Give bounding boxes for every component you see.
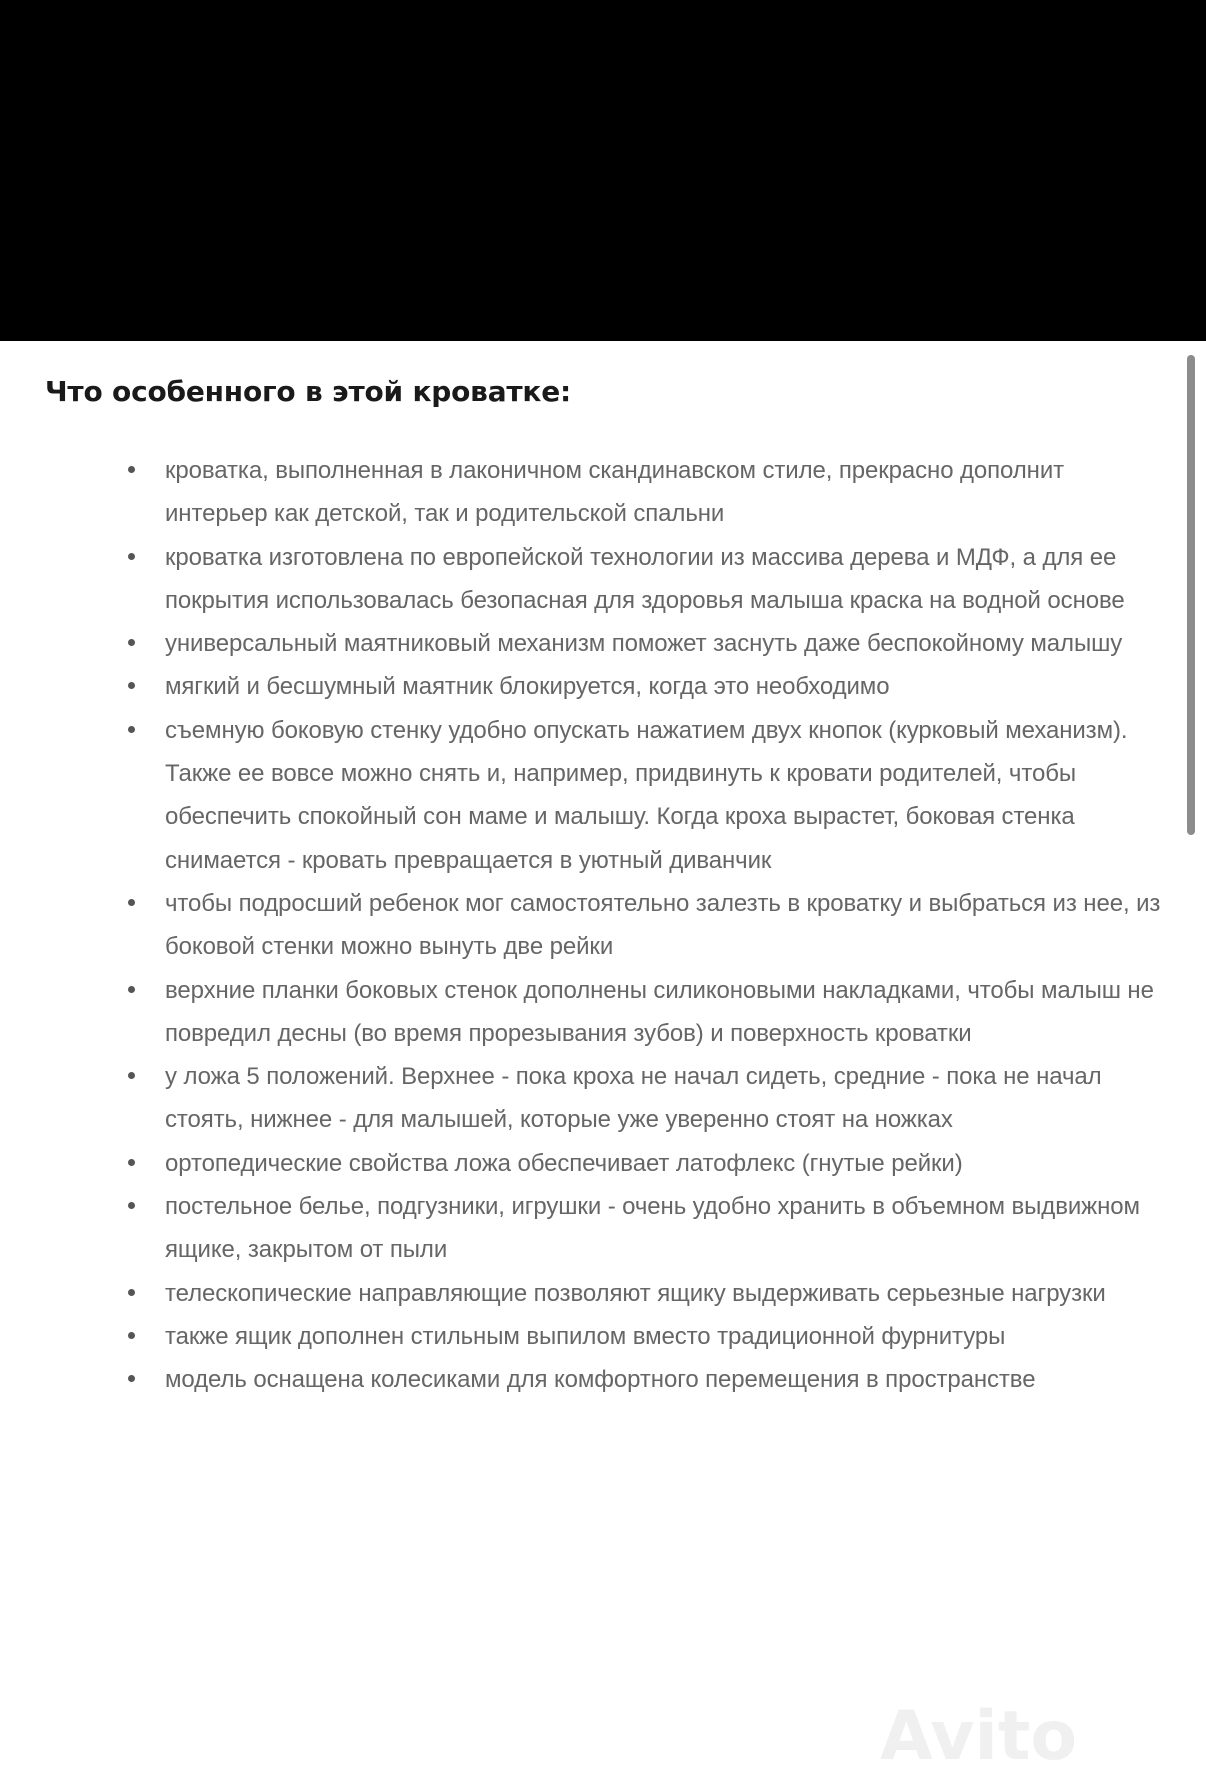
avito-watermark: Avito bbox=[880, 1697, 1078, 1776]
bullet-icon bbox=[128, 1202, 135, 1209]
list-item bbox=[128, 709, 1168, 882]
list-item-text: телескопические направляющие позволяют ящику выдерживать серьезные нагрузки bbox=[165, 1279, 1106, 1307]
list-item bbox=[128, 449, 1168, 536]
list-item-text: съемную боковую стенку удобно опускать нажатием двух кнопок (курковый механизм). Также ее вовсе можно снять и, например, придвинуть к кровати родителей, чтобы обеспечить спокойный сон маме и малышу. Когда кроха вырастет, боковая стенка снимается - кровать превращается в уютный диванчик bbox=[165, 716, 1128, 874]
bullet-icon bbox=[128, 986, 135, 993]
list-item bbox=[128, 1142, 1168, 1185]
bullet-icon bbox=[128, 726, 135, 733]
list-item-text: универсальный маятниковый механизм поможет заснуть даже беспокойному малышу bbox=[165, 630, 1123, 658]
bullet-icon bbox=[128, 1332, 135, 1339]
list-item bbox=[128, 1272, 1168, 1315]
bullet-icon bbox=[128, 1289, 135, 1296]
top-black-band bbox=[0, 0, 1206, 341]
bullet-icon bbox=[128, 682, 135, 689]
list-item bbox=[128, 665, 1168, 708]
bullet-icon bbox=[128, 1159, 135, 1166]
list-item-text: постельное белье, подгузники, игрушки - очень удобно хранить в объемном выдвижном ящике, закрытом от пыли bbox=[165, 1193, 1140, 1264]
description-panel bbox=[0, 341, 1206, 1776]
list-item-text: чтобы подросший ребенок мог самостоятельно залезть в кроватку и выбраться из нее, из боковой стенки можно вынуть две рейки bbox=[165, 889, 1161, 961]
bullet-icon bbox=[128, 639, 135, 646]
list-item-text: ортопедические свойства ложа обеспечивает латофлекс (гнутые рейки) bbox=[165, 1149, 963, 1177]
bullet-icon bbox=[128, 553, 135, 560]
list-item-text: кроватка, выполненная в лаконичном скандинавском стиле, прекрасно дополнит интерьер как детской, так и родительской спальни bbox=[165, 457, 1065, 528]
list-item bbox=[128, 882, 1168, 969]
list-item bbox=[128, 969, 1168, 1056]
bullet-icon bbox=[128, 1375, 135, 1382]
feature-list bbox=[128, 449, 1168, 1402]
bullet-icon bbox=[128, 899, 135, 906]
list-item bbox=[128, 1055, 1168, 1142]
bullet-icon bbox=[128, 1072, 135, 1079]
scrollbar-thumb[interactable] bbox=[1187, 355, 1195, 835]
section-heading: Что особенного в этой кроватке: bbox=[45, 375, 572, 408]
list-item bbox=[128, 1315, 1168, 1358]
list-item bbox=[128, 622, 1168, 665]
bullet-icon bbox=[128, 466, 135, 473]
list-item-text: кроватка изготовлена по европейской технологии из массива дерева и МДФ, а для ее покрытия использовалась безопасная для здоровья малыша краска на водной основе bbox=[165, 543, 1125, 614]
list-item bbox=[128, 1358, 1168, 1401]
list-item-text: верхние планки боковых стенок дополнены силиконовыми накладками, чтобы малыш не повредил десны (во время прорезывания зубов) и поверхность кроватки bbox=[165, 976, 1154, 1047]
list-item-text: модель оснащена колесиками для комфортного перемещения в пространстве bbox=[165, 1366, 1036, 1394]
list-item-text: также ящик дополнен стильным выпилом вместо традиционной фурнитуры bbox=[165, 1322, 1006, 1350]
list-item-text: мягкий и бесшумный маятник блокируется, когда это необходимо bbox=[165, 673, 890, 701]
list-item bbox=[128, 536, 1168, 623]
list-item-text: у ложа 5 положений. Верхнее - пока кроха не начал сидеть, средние - пока не начал стоять, нижнее - для малышей, которые уже уверенно стоят на ножках bbox=[165, 1063, 1102, 1134]
list-item bbox=[128, 1185, 1168, 1272]
